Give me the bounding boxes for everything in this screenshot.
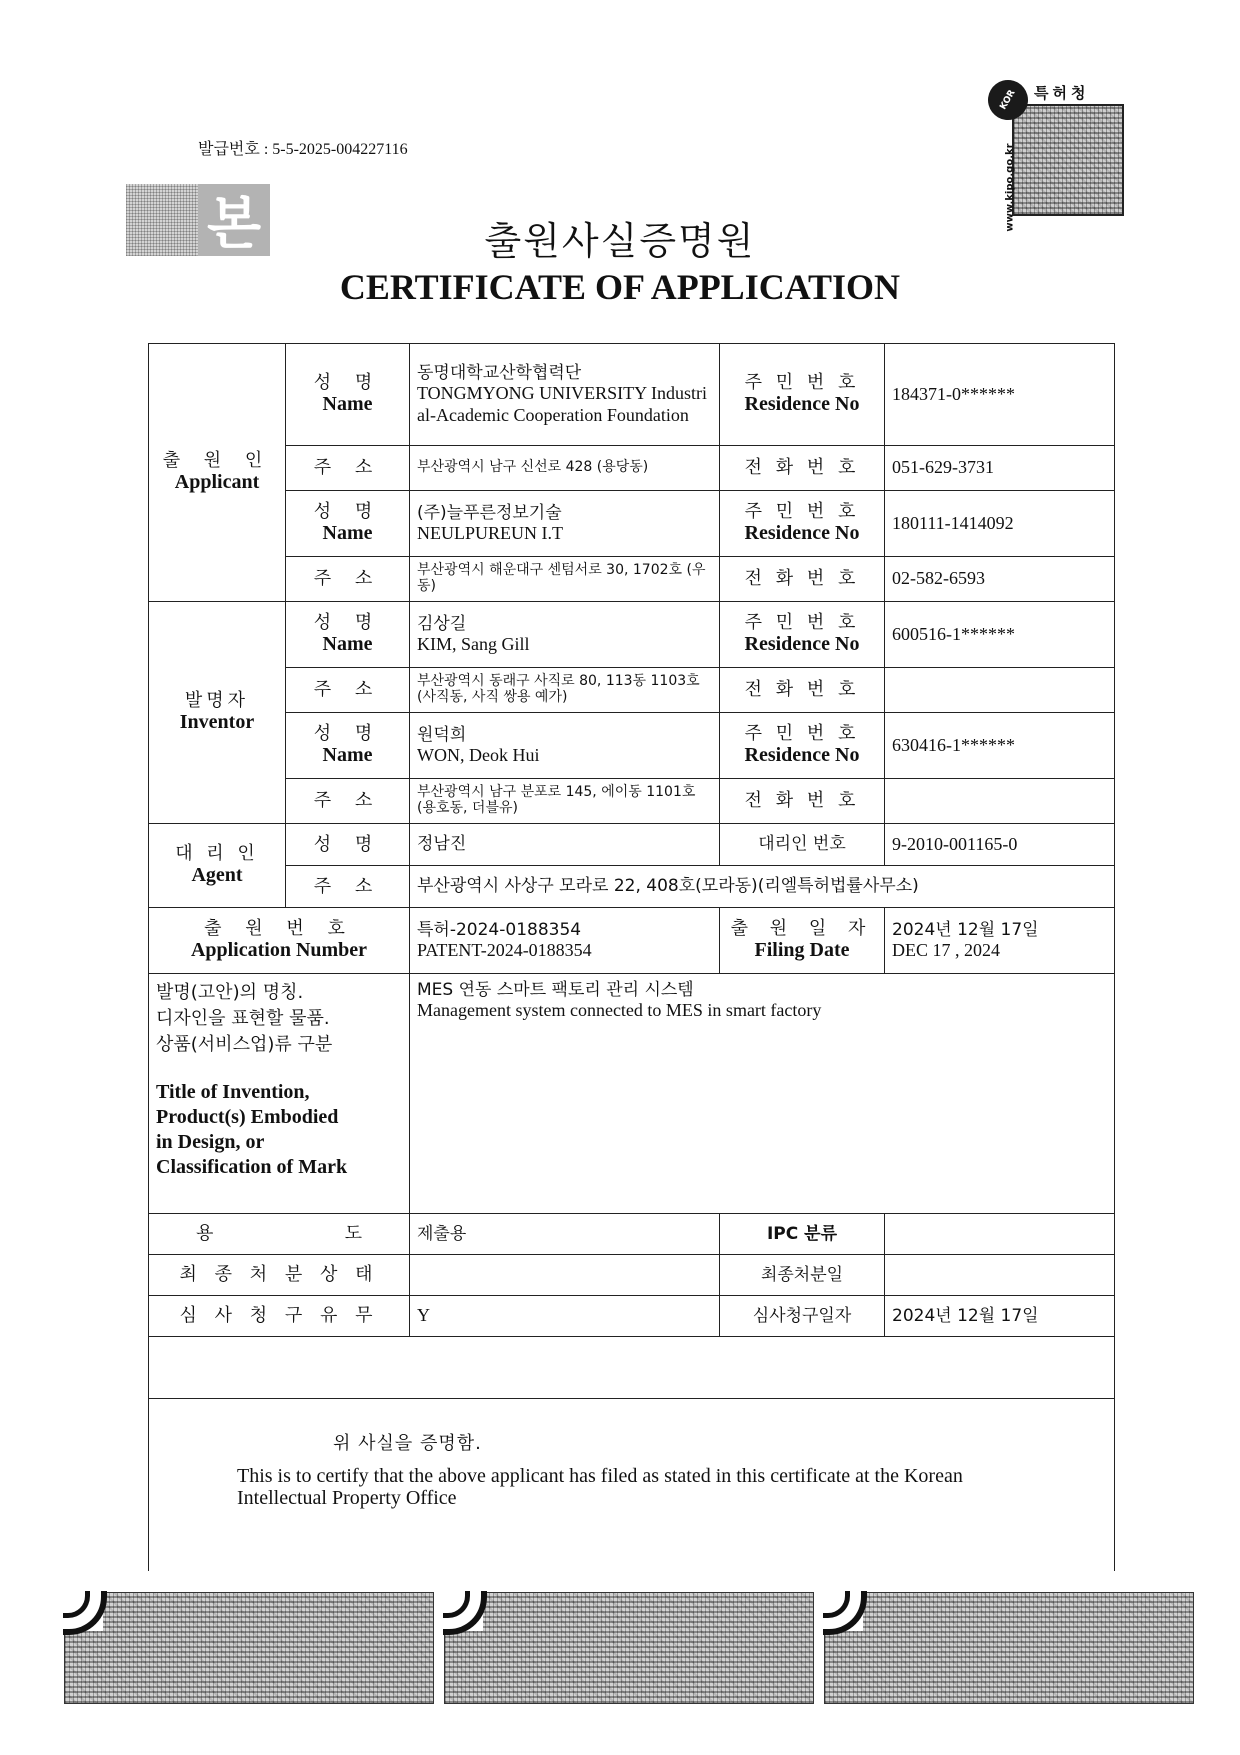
applicant-2-residence-no: 180111-1414092 <box>885 491 1115 557</box>
exam-request-row <box>149 1296 1115 1337</box>
final-date-value <box>885 1255 1115 1296</box>
filing-date <box>885 908 1115 974</box>
filing-date-en: DEC 17 , 2024 <box>892 939 1000 960</box>
barcode-mark-icon <box>823 1591 863 1631</box>
certificate-form <box>148 343 1114 1571</box>
inventor-label-en: Inventor <box>179 711 255 734</box>
ipc-label-text: IPC 분류 <box>766 1224 838 1245</box>
applicant-2-address-row <box>149 557 1115 602</box>
inventor-2-name-row <box>149 713 1115 779</box>
residence-label <box>720 344 885 446</box>
final-status-label-text: 최 종 처 분 상 태 <box>179 1264 379 1286</box>
title-label-en-4: Classification of Mark <box>156 1155 348 1178</box>
issue-number: 발급번호 : 5-5-2025-004227116 <box>198 141 408 158</box>
applicant-label-en: Applicant <box>174 471 260 494</box>
exam-date-value: 2024년 12월 17일 <box>885 1296 1115 1337</box>
purpose-label <box>149 1214 410 1255</box>
applicant-label-ko: 출 원 인 <box>162 450 272 472</box>
phone-label-ko: 전 화 번 호 <box>744 790 860 812</box>
inventor-1-name-row <box>149 602 1115 668</box>
purpose-row <box>149 1214 1115 1255</box>
residence-label-ko: 주 민 번 호 <box>744 723 860 745</box>
security-barcode-2 <box>444 1592 814 1704</box>
security-barcode-3 <box>824 1592 1194 1704</box>
title-label-en-1: Title of Invention, <box>156 1081 310 1104</box>
application-number-label-en: Application Number <box>190 939 368 962</box>
inventor-2-name-en: WON, Deok Hui <box>417 744 540 765</box>
exam-request-value: Y <box>410 1296 720 1337</box>
title-of-invention-label <box>149 974 410 1214</box>
application-row <box>149 908 1115 974</box>
ipc-label <box>720 1214 885 1255</box>
applicant-1-residence-no: 184371-0****** <box>885 344 1115 446</box>
residence-label <box>720 491 885 557</box>
document-title-english: CERTIFICATE OF APPLICATION <box>339 267 901 307</box>
application-number-en: PATENT-2024-0188354 <box>417 939 592 960</box>
inventor-1-address-row <box>149 668 1115 713</box>
inventor-1-address: 부산광역시 동래구 사직로 80, 113동 1103호(사직동, 사직 쌍용 예가) <box>410 668 720 713</box>
name-label <box>286 824 410 866</box>
kipo-logo-icon: KOR <box>981 73 1036 128</box>
certification-row <box>149 1399 1115 1571</box>
name-label-ko: 성 명 <box>313 723 382 745</box>
phone-label <box>720 557 885 602</box>
title-label-ko-2: 디자인을 표현할 물품. <box>156 1008 330 1030</box>
phone-label <box>720 779 885 824</box>
blank-cell <box>149 1337 1115 1399</box>
title-label-en-3: in Design, or <box>156 1130 265 1153</box>
inventor-1-name <box>410 602 720 668</box>
certificate-table <box>148 343 1115 1571</box>
phone-label-ko: 전 화 번 호 <box>744 679 860 701</box>
address-label <box>286 779 410 824</box>
address-label <box>286 866 410 908</box>
kipo-seal <box>988 80 1124 232</box>
agent-number-label: 대리인 번호 <box>720 824 885 866</box>
barcode-mark-icon <box>443 1591 483 1631</box>
residence-label-en: Residence No <box>744 633 860 656</box>
title-of-invention-value <box>410 974 1115 1214</box>
agent-number: 9-2010-001165-0 <box>885 824 1115 866</box>
applicant-1-name-ko: 동명대학교산학협력단 <box>417 363 582 384</box>
residence-label <box>720 602 885 668</box>
address-label <box>286 446 410 491</box>
applicant-1-address-row <box>149 446 1115 491</box>
applicant-1-address: 부산광역시 남구 신선로 428 (용당동) <box>410 446 720 491</box>
applicant-2-name-ko: (주)늘푸른정보기술 <box>417 502 562 523</box>
inventor-2-residence-no: 630416-1****** <box>885 713 1115 779</box>
application-number <box>410 908 720 974</box>
address-label-ko: 주 소 <box>313 457 382 479</box>
title-of-invention-row <box>149 974 1115 1214</box>
title-label-en-2: Product(s) Embodied <box>156 1106 339 1129</box>
purpose-value: 제출용 <box>410 1214 720 1255</box>
residence-label-en: Residence No <box>744 522 860 545</box>
agent-name: 정남진 <box>410 824 720 866</box>
residence-label <box>720 713 885 779</box>
inventor-2-address: 부산광역시 남구 분포로 145, 에이동 1101호(용호동, 더블유) <box>410 779 720 824</box>
name-label-ko: 성 명 <box>313 501 382 523</box>
invention-title-ko: MES 연동 스마트 팩토리 관리 시스템 <box>417 980 694 1000</box>
phone-label-ko: 전 화 번 호 <box>744 568 860 590</box>
agent-address-row <box>149 866 1115 908</box>
title-label-en <box>156 1080 402 1179</box>
filing-date-label <box>720 908 885 974</box>
applicant-2-name-en: NEULPUREUN I.T <box>417 522 563 543</box>
applicant-1-phone: 051-629-3731 <box>885 446 1115 491</box>
kipo-url: www.kipo.go.kr <box>1004 143 1016 232</box>
applicant-1-name-en: TONGMYONG UNIVERSITY Industrial-Academic Cooperation Foundation <box>417 383 707 425</box>
application-number-ko: 특허-2024-0188354 <box>417 919 582 940</box>
name-label-en: Name <box>322 522 373 545</box>
address-label-ko: 주 소 <box>313 679 382 701</box>
agent-name-row <box>149 824 1115 866</box>
applicant-2-phone: 02-582-6593 <box>885 557 1115 602</box>
kipo-2d-barcode <box>1012 104 1124 216</box>
certification-statement-en: This is to certify that the above applicant has filed as stated in this certificate at the Korean Intellectual Property Office <box>237 1465 963 1510</box>
exam-request-label <box>149 1296 410 1337</box>
name-label <box>286 713 410 779</box>
invention-title-en: Management system connected to MES in smart factory <box>417 1000 822 1021</box>
address-label-ko: 주 소 <box>313 875 382 897</box>
applicant-2-name <box>410 491 720 557</box>
agent-label-en: Agent <box>191 864 243 887</box>
certification-statement-ko: 위 사실을 증명함. <box>333 1433 482 1454</box>
exam-date-label: 심사청구일자 <box>720 1296 885 1337</box>
inventor-1-phone <box>885 668 1115 713</box>
inventor-1-name-en: KIM, Sang Gill <box>417 633 530 654</box>
purpose-label-char-2: 도 <box>344 1223 362 1245</box>
applicant-2-address: 부산광역시 해운대구 센텀서로 30, 1702호 (우동) <box>410 557 720 602</box>
ipc-value <box>885 1214 1115 1255</box>
phone-label <box>720 446 885 491</box>
agent-section-label <box>149 824 286 908</box>
address-label <box>286 668 410 713</box>
name-label-ko: 성 명 <box>313 833 382 855</box>
purpose-label-spread <box>156 1223 402 1244</box>
filing-date-label-ko: 출 원 일 자 <box>730 918 874 940</box>
title-label-ko-1: 발명(고안)의 명칭. <box>156 982 304 1003</box>
name-label-ko: 성 명 <box>313 612 382 634</box>
final-status-value <box>410 1255 720 1296</box>
stamp-character: 본 <box>198 184 270 256</box>
barcode-mark-icon <box>63 1591 103 1631</box>
filing-date-label-en: Filing Date <box>754 939 850 962</box>
applicant-2-name-row <box>149 491 1115 557</box>
agent-address: 부산광역시 사상구 모라로 22, 408호(모라동)(리엘특허법률사무소) <box>410 866 1115 908</box>
security-barcode-1 <box>64 1592 434 1704</box>
phone-label-ko: 전 화 번 호 <box>744 457 860 479</box>
applicant-section-label <box>149 344 286 602</box>
final-status-row <box>149 1255 1115 1296</box>
filing-date-ko: 2024년 12월 17일 <box>892 919 1039 940</box>
applicant-1-name <box>410 344 720 446</box>
application-number-label-ko: 출 원 번 호 <box>204 918 354 940</box>
inventor-2-name <box>410 713 720 779</box>
document-title-korean: 출원사실증명원 <box>484 219 756 263</box>
residence-label-ko: 주 민 번 호 <box>744 501 860 523</box>
inventor-1-name-ko: 김상길 <box>417 613 467 634</box>
blank-row <box>149 1337 1115 1399</box>
final-date-label: 최종처분일 <box>720 1255 885 1296</box>
residence-label-ko: 주 민 번 호 <box>744 612 860 634</box>
name-label-en: Name <box>322 744 373 767</box>
exam-request-label-text: 심 사 청 구 유 무 <box>179 1305 379 1327</box>
inventor-label-ko: 발명자 <box>184 690 250 712</box>
title-label-ko-3: 상품(서비스업)류 구분 <box>156 1034 333 1056</box>
name-label-ko: 성 명 <box>313 372 382 394</box>
inventor-2-name-ko: 원덕희 <box>417 724 467 745</box>
address-label <box>286 557 410 602</box>
address-label-ko: 주 소 <box>313 568 382 590</box>
inventor-2-phone <box>885 779 1115 824</box>
certification-cell <box>149 1399 1115 1571</box>
applicant-1-name-row <box>149 344 1115 446</box>
phone-label <box>720 668 885 713</box>
name-label-en: Name <box>322 633 373 656</box>
residence-label-en: Residence No <box>744 393 860 416</box>
inventor-1-residence-no: 600516-1****** <box>885 602 1115 668</box>
agent-label-ko: 대 리 인 <box>175 843 259 865</box>
name-label-en: Name <box>322 393 373 416</box>
name-label <box>286 602 410 668</box>
application-number-label <box>149 908 410 974</box>
residence-label-ko: 주 민 번 호 <box>744 372 860 394</box>
final-status-label <box>149 1255 410 1296</box>
inventor-2-address-row <box>149 779 1115 824</box>
inventor-section-label <box>149 602 286 824</box>
address-label-ko: 주 소 <box>313 790 382 812</box>
residence-label-en: Residence No <box>744 744 860 767</box>
kipo-name: 특허청 <box>1034 84 1090 102</box>
name-label <box>286 344 410 446</box>
name-label <box>286 491 410 557</box>
purpose-label-char-1: 용 <box>196 1223 214 1245</box>
